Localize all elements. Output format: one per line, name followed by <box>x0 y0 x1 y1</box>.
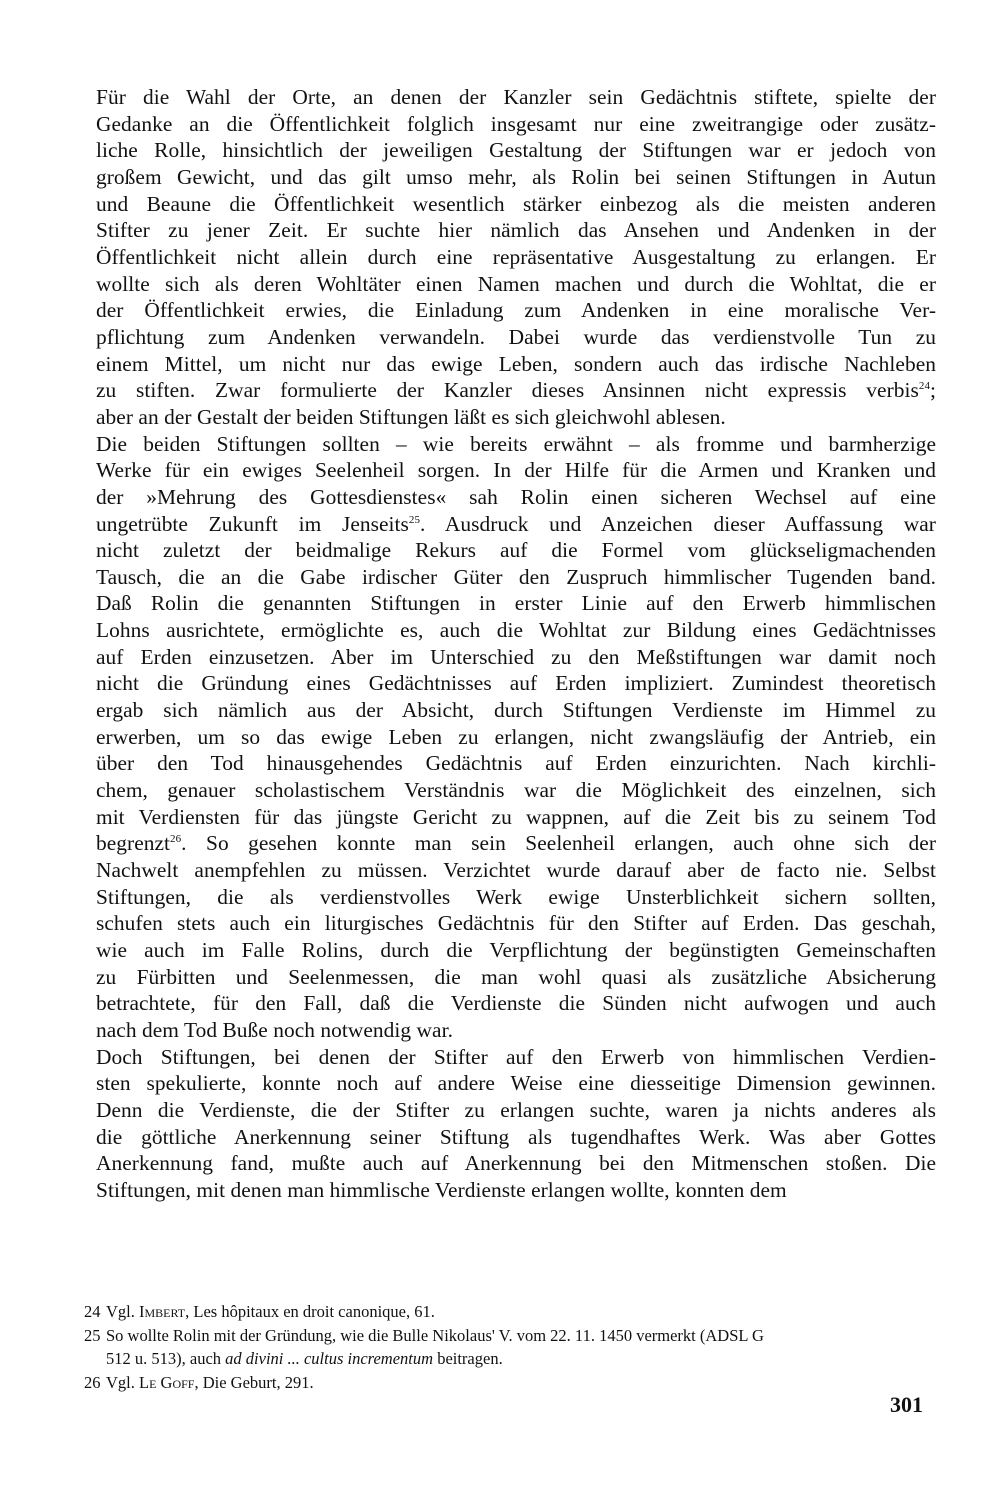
text-line <box>78 964 936 991</box>
text-line-content: über den Tod hinausgehendes Gedächtnis auf Erden einzurichten. Nach kirchli- <box>96 751 936 776</box>
page-number: 301 <box>890 1392 923 1417</box>
text-line-content: zu stiften. Zwar formulierte der Kanzler dieses Ansinnen nicht expressis verbis <box>96 378 919 403</box>
text-line <box>78 910 936 937</box>
text-line <box>78 1070 936 1097</box>
text-line <box>78 590 936 617</box>
text-line-content: ungetrübte Zukunft im Jenseits <box>96 511 409 536</box>
text-line <box>78 937 936 964</box>
text-line-content: Daß Rolin die genannten Stiftungen in erster Linie auf den Erwerb himmlischen <box>96 591 936 616</box>
text-line-content: die göttliche Anerkennung seiner Stiftung als tugendhaftes Werk. Was aber Gottes <box>96 1124 936 1149</box>
text-line <box>78 1097 936 1124</box>
text-line <box>78 1124 936 1151</box>
text-line-content: aber an der Gestalt der beiden Stiftungen läßt es sich gleichwohl ablesen. <box>96 404 726 429</box>
text-line-content: nicht zuletzt der beidmalige Rekurs auf die Formel vom glückseligmachenden <box>96 538 936 563</box>
text-line <box>78 84 936 111</box>
text-line <box>78 271 936 298</box>
text-line-continuation: . So gesehen konnte man sein Seelenheil erlangen, auch ohne sich der <box>181 831 936 856</box>
text-line-content: begrenzt <box>96 831 171 856</box>
footnote-author: Imbert <box>139 1302 186 1321</box>
text-line <box>78 884 936 911</box>
body-text <box>78 84 936 1204</box>
text-line <box>78 164 936 191</box>
text-line-content: ergab sich nämlich aus der Absicht, durch Stiftungen Verdienste im Himmel zu <box>96 698 936 723</box>
footnote-author: Le Goff <box>139 1373 195 1392</box>
text-line-content: Die beiden Stiftungen sollten – wie bereits erwähnt – als fromme und barmherzige <box>96 431 936 456</box>
text-line-content: mit Verdiensten für das jüngste Gericht zu wappnen, auf die Zeit bis zu seinem Tod <box>96 804 936 829</box>
text-line-content: Stiftungen, die als verdienstvolles Werk ewige Unsterblichkeit sichern sollten, <box>96 884 936 909</box>
text-line-continuation: . Ausdruck und Anzeichen dieser Auffassung war <box>420 511 936 536</box>
text-line-content: Werke für ein ewiges Seelenheil sorgen. In der Hilfe für die Armen und Kranken und <box>96 458 936 483</box>
footnote-25: 25 So wollte Rolin mit der Gründung, wie die Bulle Nikolaus' V. vom 22. 11. 1450 vermerkt (ADSL G 512 u. 513), auch ad divini ... cultus incrementum beitragen. <box>84 1326 764 1368</box>
text-line-content: sten spekulierte, konnte noch auf andere Weise eine diesseitige Dimension gewinnen. <box>96 1071 936 1096</box>
text-line-content: schufen stets auch ein liturgisches Gedächtnis für den Stifter auf Erden. Das geschah, <box>96 911 936 936</box>
text-line <box>78 351 936 378</box>
text-line <box>78 217 936 244</box>
text-line <box>78 1177 936 1204</box>
footnotes <box>84 1300 936 1395</box>
text-line-continuation: ; <box>930 378 936 403</box>
text-line-content: Anerkennung fand, mußte auch auf Anerkennung bei den Mitmenschen stoßen. Die <box>96 1151 936 1176</box>
text-line <box>78 111 936 138</box>
text-line <box>78 804 936 831</box>
text-line-content: nicht die Gründung eines Gedächtnisses auf Erden impliziert. Zumindest theoretisch <box>96 671 936 696</box>
text-line-content: Stiftungen, mit denen man himmlische Verdienste erlangen wollte, konnten dem <box>96 1177 787 1202</box>
paragraph <box>78 84 936 431</box>
text-line <box>78 1017 936 1044</box>
text-line <box>78 431 936 458</box>
paragraph <box>78 1044 936 1204</box>
text-line-content: Nachwelt anempfehlen zu müssen. Verzichtet wurde darauf aber de facto nie. Selbst <box>96 858 936 883</box>
text-line-content: zu Fürbitten und Seelenmessen, die man wohl quasi als zusätzliche Absicherung <box>96 964 936 989</box>
text-line <box>78 457 936 484</box>
text-line-content: Öffentlichkeit nicht allein durch eine repräsentative Ausgestaltung zu erlangen. Er <box>96 244 936 269</box>
text-line-content: Tausch, die an die Gabe irdischer Güter den Zuspruch himmlischer Tugenden band. <box>96 564 936 589</box>
text-line <box>78 724 936 751</box>
text-line <box>78 617 936 644</box>
text-line <box>78 244 936 271</box>
text-line-content: und Beaune die Öffentlichkeit wesentlich stärker einbezog als die meisten anderen <box>96 191 936 216</box>
text-line-content: großem Gewicht, und das gilt umso mehr, als Rolin bei seinen Stiftungen in Autun <box>96 164 936 189</box>
text-line-content: Gedanke an die Öffentlichkeit folglich insgesamt nur eine zweitrangige oder zusätz- <box>96 111 936 136</box>
footnote-ref[interactable]: 26 <box>170 833 182 846</box>
text-line <box>78 857 936 884</box>
footnote-ref[interactable]: 24 <box>918 380 930 393</box>
text-line <box>78 670 936 697</box>
text-line-content: Für die Wahl der Orte, an denen der Kanzler sein Gedächtnis stiftete, spielte der <box>96 85 936 109</box>
text-line <box>78 404 936 431</box>
text-line-content: Stifter zu jener Zeit. Er suchte hier nämlich das Ansehen und Andenken in der <box>96 218 936 243</box>
text-line <box>78 537 936 564</box>
text-line-content: pflichtung zum Andenken verwandeln. Dabei wurde das verdienstvolle Tun zu <box>96 324 936 349</box>
footnote-ref[interactable]: 25 <box>408 513 421 526</box>
latin-quote: ad divini ... cultus incrementum <box>225 1349 434 1368</box>
paragraph <box>78 431 936 1044</box>
text-line <box>78 777 936 804</box>
text-line <box>78 324 936 351</box>
text-line <box>78 191 936 218</box>
footnote-24: 24 Vgl. Imbert, Les hôpitaux en droit canonique, 61. <box>84 1302 435 1321</box>
text-line-content: der Öffentlichkeit erwies, die Einladung zum Andenken in eine moralische Ver- <box>96 298 936 323</box>
text-line-content: auf Erden einzusetzen. Aber im Unterschied zu den Meßstiftungen war damit noch <box>96 644 936 669</box>
text-line <box>78 830 936 857</box>
text-line-content: nach dem Tod Buße noch notwendig war. <box>96 1017 453 1042</box>
text-line-content: chem, genauer scholastischem Verständnis war die Möglichkeit des einzelnen, sich <box>96 778 936 803</box>
text-line <box>78 297 936 324</box>
text-line <box>78 697 936 724</box>
text-line <box>78 990 936 1017</box>
text-line-content: der »Mehrung des Gottesdienstes« sah Rolin einen sicheren Wechsel auf eine <box>96 484 936 509</box>
text-line-content: betrachtete, für den Fall, daß die Verdienste die Sünden nicht aufwogen und auch <box>96 991 936 1016</box>
text-line-content: liche Rolle, hinsichtlich der jeweiligen Gestaltung der Stiftungen war er jedoch von <box>96 138 936 163</box>
text-line <box>78 1150 936 1177</box>
text-line <box>78 137 936 164</box>
text-line <box>78 644 936 671</box>
text-line <box>78 1044 936 1071</box>
text-line-content: einem Mittel, um nicht nur das ewige Leben, sondern auch das irdische Nachleben <box>96 351 936 376</box>
text-line <box>78 750 936 777</box>
text-line-content: erwerben, um so das ewige Leben zu erlangen, nicht zwangsläufig der Antrieb, ein <box>96 724 936 749</box>
text-line-content: Lohns ausrichtete, ermöglichte es, auch die Wohltat zur Bildung eines Gedächtnisses <box>96 618 936 643</box>
text-line <box>78 511 936 538</box>
text-line <box>78 564 936 591</box>
text-line <box>78 484 936 511</box>
text-line-content: Doch Stiftungen, bei denen der Stifter auf den Erwerb von himmlischen Verdien- <box>96 1044 936 1069</box>
text-line-content: wollte sich als deren Wohltäter einen Namen machen und durch die Wohltat, die er <box>96 271 936 296</box>
footnote-26: 26 Vgl. Le Goff, Die Geburt, 291. <box>84 1373 314 1392</box>
text-line-content: Denn die Verdienste, die der Stifter zu erlangen suchte, waren ja nichts anderes als <box>96 1097 936 1122</box>
text-line-content: wie auch im Falle Rolins, durch die Verpflichtung der begünstigten Gemeinschaften <box>96 938 936 962</box>
text-line <box>78 377 936 404</box>
